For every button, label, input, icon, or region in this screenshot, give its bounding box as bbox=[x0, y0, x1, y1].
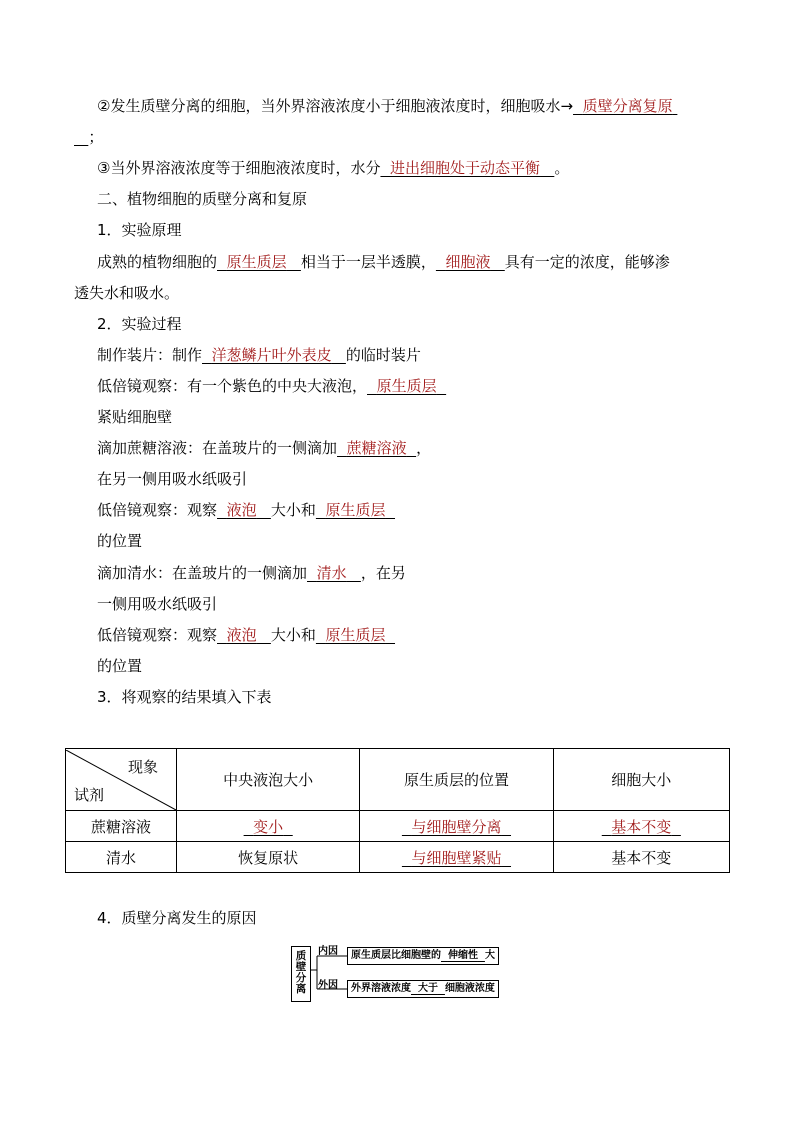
table-cell-reagent: 蔗糖溶液 bbox=[66, 811, 177, 842]
table-cell-reagent: 清水 bbox=[66, 842, 177, 873]
corner-bottom-label: 试剂 bbox=[74, 785, 105, 804]
section-heading: 二、植物细胞的质壁分离和复原 bbox=[97, 190, 308, 208]
table-cell: 基本不变 bbox=[553, 842, 729, 873]
figure-inner-label: 内因 bbox=[318, 946, 338, 957]
answer-blank: 原生质层 bbox=[325, 501, 386, 519]
step-add-water-cont: 一侧用吸水纸吸引 bbox=[97, 595, 218, 613]
figure-outer-box: 外界溶液浓度 大于 细胞液浓度 bbox=[347, 980, 499, 998]
corner-top-label: 现象 bbox=[127, 757, 158, 776]
subsection-cause: 4．质壁分离发生的原因 bbox=[97, 909, 257, 927]
step-observe-2: 低倍镜观察：观察 液泡 大小和 原生质层 bbox=[97, 501, 386, 519]
answer-blank: 进出细胞处于动态平衡 bbox=[390, 159, 541, 177]
answer-blank: 细胞液 bbox=[445, 253, 491, 271]
table-cell: 恢复原状 bbox=[177, 842, 360, 873]
step-add-sucrose: 滴加蔗糖溶液：在盖玻片的一侧滴加 蔗糖溶液 ， bbox=[97, 439, 432, 457]
table-corner-cell bbox=[66, 749, 177, 811]
subsection-principle: 1．实验原理 bbox=[97, 221, 182, 239]
subsection-table-intro: 3．将观察的结果填入下表 bbox=[97, 688, 272, 706]
figure-title-box: 质壁分离 bbox=[291, 946, 311, 1002]
answer-blank: 与细胞壁分离 bbox=[411, 817, 502, 836]
table-header: 中央液泡大小 bbox=[177, 749, 360, 811]
paragraph-principle: 成熟的植物细胞的 原生质层 相当于一层半透膜， 细胞液 具有一定的浓度，能够渗 bbox=[97, 253, 670, 271]
figure-outer-label: 外因 bbox=[318, 980, 338, 991]
observation-table bbox=[65, 748, 730, 873]
subsection-process: 2．实验过程 bbox=[97, 315, 182, 333]
answer-blank: 与细胞壁紧贴 bbox=[411, 848, 502, 867]
answer-blank: 原生质层 bbox=[226, 253, 287, 271]
table-header: 原生质层的位置 bbox=[360, 749, 553, 811]
step-add-sucrose-cont: 在另一侧用吸水纸吸引 bbox=[97, 470, 248, 488]
answer-blank: 原生质层 bbox=[325, 626, 386, 644]
step-observe-3: 低倍镜观察：观察 液泡 大小和 原生质层 bbox=[97, 626, 386, 644]
paragraph-dynamic-balance: ③当外界溶液浓度等于细胞液浓度时，水分 进出细胞处于动态平衡 。 bbox=[97, 159, 570, 177]
step-observe-2-cont: 的位置 bbox=[97, 532, 143, 550]
answer-blank: 洋葱鳞片叶外表皮 bbox=[211, 346, 332, 364]
step-make-slide: 制作装片：制作 洋葱鳞片叶外表皮 的临时装片 bbox=[97, 346, 421, 364]
answer-blank: 变小 bbox=[253, 817, 284, 836]
figure-inner-box: 原生质层比细胞壁的 伸缩性 大 bbox=[347, 947, 499, 965]
answer-blank: 蔗糖溶液 bbox=[346, 439, 407, 457]
answer-blank: 质壁分离复原 bbox=[582, 97, 673, 115]
step-observe-3-cont: 的位置 bbox=[97, 657, 143, 675]
table-header: 细胞大小 bbox=[553, 749, 729, 811]
step-observe-1: 低倍镜观察：有一个紫色的中央大液泡， 原生质层 bbox=[97, 377, 437, 395]
answer-blank: 原生质层 bbox=[376, 377, 437, 395]
table-row bbox=[66, 811, 730, 842]
step-add-water: 滴加清水：在盖玻片的一侧滴加 清水 ，在另 bbox=[97, 564, 406, 582]
table-row bbox=[66, 842, 730, 873]
answer-blank: 液泡 bbox=[226, 626, 257, 644]
answer-blank: 液泡 bbox=[226, 501, 257, 519]
step-observe-1-cont: 紧贴细胞壁 bbox=[97, 408, 173, 426]
answer-blank: 清水 bbox=[316, 564, 347, 582]
paragraph-continuation: ； bbox=[88, 128, 104, 146]
paragraph-principle-cont: 透失水和吸水。 bbox=[74, 284, 180, 302]
paragraph-plasmolysis-recovery: ②发生质壁分离的细胞，当外界溶液浓度小于细胞液浓度时，细胞吸水→ 质壁分离复原 bbox=[97, 97, 673, 115]
answer-blank: 基本不变 bbox=[611, 817, 672, 836]
